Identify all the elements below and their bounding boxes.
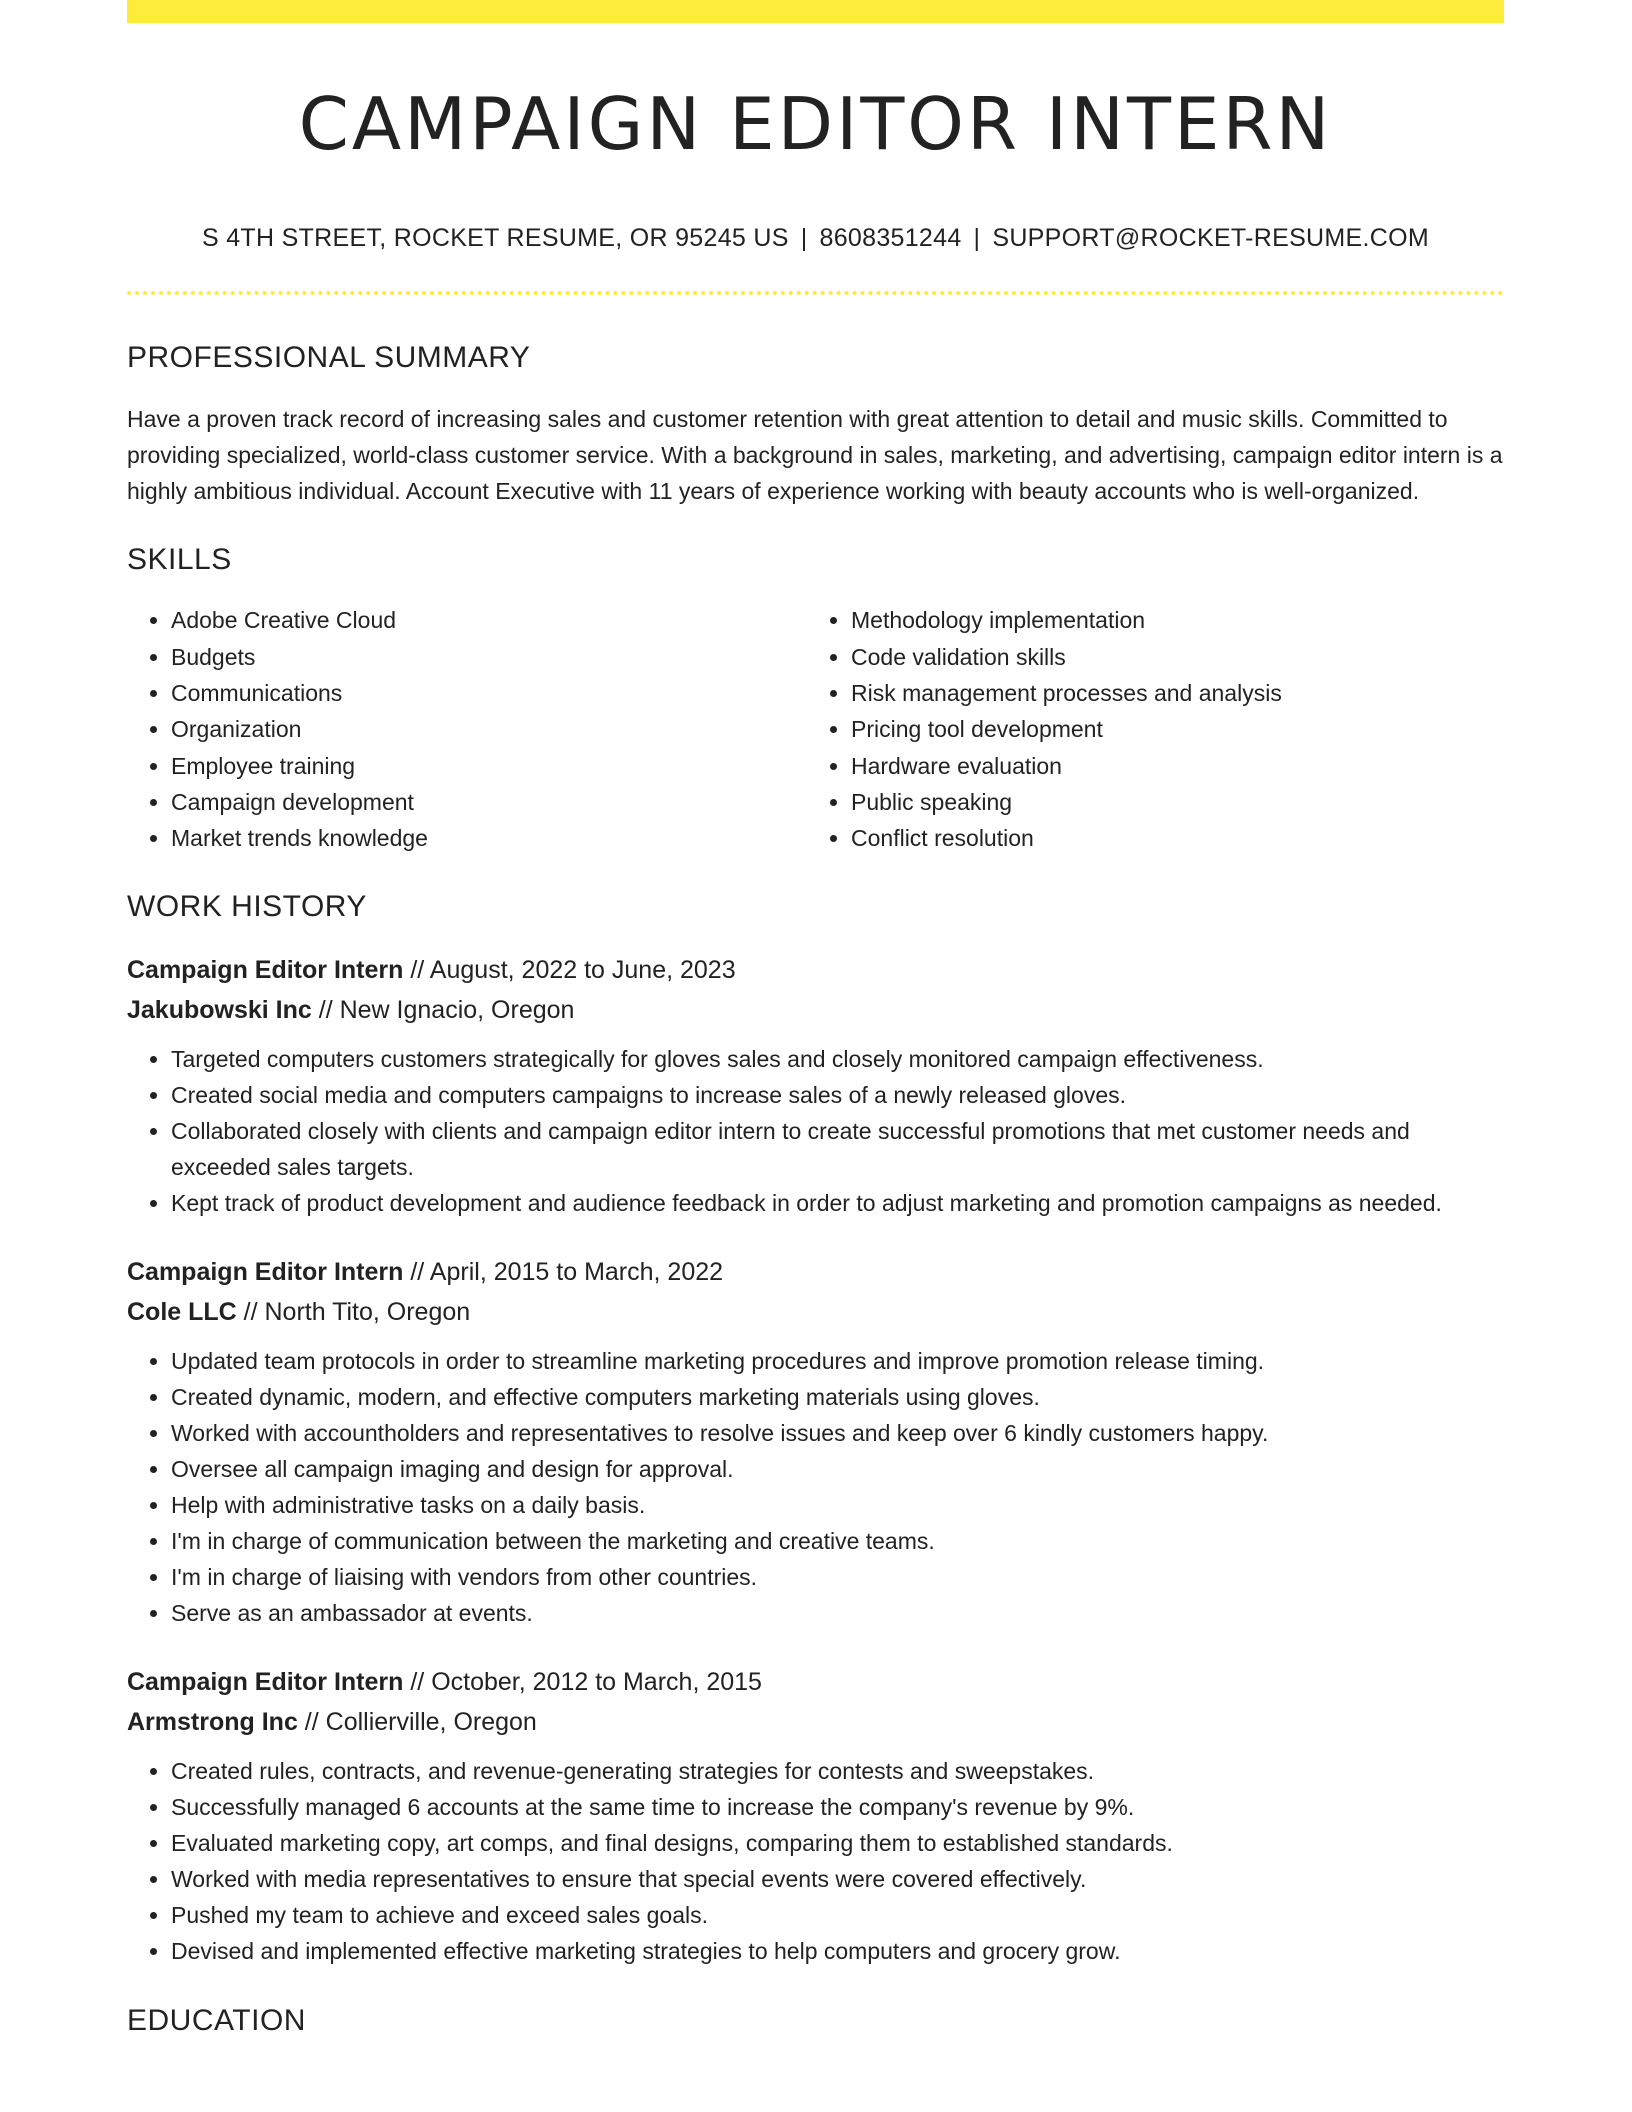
skill-item: • Risk management processes and analysis	[851, 675, 1485, 711]
skill-item: • Communications	[171, 675, 805, 711]
job-company-line	[127, 991, 1504, 1031]
section-heading-skills: SKILLS	[127, 543, 232, 577]
job-title-line	[127, 951, 1504, 991]
skill-item: • Organization	[171, 711, 805, 747]
contact-separator: |	[800, 224, 808, 253]
job-bullet: • Help with administrative tasks on a daily basis.	[171, 1487, 1504, 1523]
skills-list-left	[127, 602, 805, 856]
skill-item: • Market trends knowledge	[171, 820, 805, 856]
job-bullet: • Evaluated marketing copy, art comps, and final designs, comparing them to established standards.	[171, 1825, 1504, 1861]
resume-name-heading: CAMPAIGN EDITOR INTERN	[298, 82, 1333, 166]
professional-summary-section	[127, 340, 1504, 509]
skills-list-right	[805, 602, 1485, 856]
job-bullet: • Devised and implemented effective marketing strategies to help computers and grocery grow.	[171, 1933, 1504, 1969]
contact-phone: 8608351244	[819, 224, 962, 253]
job-bullet: • I'm in charge of communication between the marketing and creative teams.	[171, 1523, 1504, 1559]
skill-item: • Public speaking	[851, 784, 1485, 820]
job-location: // New Ignacio, Oregon	[311, 995, 575, 1024]
job-location: // North Tito, Oregon	[236, 1297, 471, 1326]
contact-email: SUPPORT@ROCKET-RESUME.COM	[992, 224, 1429, 253]
skill-item: • Code validation skills	[851, 639, 1485, 675]
job-dates: // October, 2012 to March, 2015	[403, 1668, 762, 1697]
section-heading-summary: PROFESSIONAL SUMMARY	[127, 341, 531, 375]
skill-item: • Hardware evaluation	[851, 748, 1485, 784]
job-entry	[127, 1253, 1504, 1631]
skills-grid	[127, 602, 1504, 856]
job-entry	[127, 1663, 1504, 1969]
skill-item: • Campaign development	[171, 784, 805, 820]
job-bullet: • Worked with media representatives to ensure that special events were covered effectively.	[171, 1861, 1504, 1897]
job-entry	[127, 951, 1504, 1221]
job-bullet: • Created social media and computers campaigns to increase sales of a newly released gloves.	[171, 1077, 1504, 1113]
skill-item: • Adobe Creative Cloud	[171, 602, 805, 638]
job-title-line	[127, 1663, 1504, 1703]
skill-item: • Pricing tool development	[851, 711, 1485, 747]
job-bullet: • Created dynamic, modern, and effective computers marketing materials using gloves.	[171, 1379, 1504, 1415]
job-bullets	[127, 1753, 1504, 1969]
work-history-section	[127, 889, 1504, 1969]
job-company-line	[127, 1293, 1504, 1333]
section-heading-work: WORK HISTORY	[127, 890, 367, 924]
job-bullet: • Oversee all campaign imaging and design for approval.	[171, 1451, 1504, 1487]
job-title: Campaign Editor Intern	[127, 956, 404, 985]
job-company: Jakubowski Inc	[127, 995, 312, 1024]
job-company: Armstrong Inc	[127, 1707, 298, 1736]
job-bullet: • Worked with accountholders and representatives to resolve issues and keep over 6 kindly customers happy.	[171, 1415, 1504, 1451]
job-title-line	[127, 1253, 1504, 1293]
skill-item: • Methodology implementation	[851, 602, 1485, 638]
job-bullet: • Collaborated closely with clients and campaign editor intern to create successful promotions that met customer needs and exceeded sales targets.	[171, 1113, 1504, 1185]
job-bullet: • Updated team protocols in order to streamline marketing procedures and improve promotion release timing.	[171, 1343, 1504, 1379]
job-company-line	[127, 1703, 1504, 1743]
job-bullets	[127, 1041, 1504, 1221]
skills-section	[127, 542, 1504, 856]
dotted-divider	[127, 291, 1504, 295]
job-bullet: • Successfully managed 6 accounts at the same time to increase the company's revenue by 9%.	[171, 1789, 1504, 1825]
skill-item: • Employee training	[171, 748, 805, 784]
education-section	[127, 2003, 1504, 2039]
job-bullet: • Serve as an ambassador at events.	[171, 1595, 1504, 1631]
section-heading-education: EDUCATION	[127, 2004, 306, 2038]
job-bullet: • Created rules, contracts, and revenue-generating strategies for contests and sweepstakes.	[171, 1753, 1504, 1789]
accent-top-bar	[127, 0, 1504, 23]
contact-separator: |	[973, 224, 981, 253]
summary-text: Have a proven track record of increasing sales and customer retention with great attention to detail and music skills. Committed to providing specialized, world-class customer service. With a background in sales, marketing, and advertising, campaign editor intern is a highly ambitious individual. Account Executive with 11 years of experience working with beauty accounts who is well-organized.	[127, 406, 1503, 505]
job-title: Campaign Editor Intern	[127, 1258, 404, 1287]
job-bullet: • Kept track of product development and audience feedback in order to adjust marketing and promotion campaigns as needed.	[171, 1185, 1504, 1221]
job-company: Cole LLC	[127, 1297, 237, 1326]
job-dates: // April, 2015 to March, 2022	[403, 1258, 724, 1287]
job-bullet: • Pushed my team to achieve and exceed sales goals.	[171, 1897, 1504, 1933]
contact-address: S 4TH STREET, ROCKET RESUME, OR 95245 US	[202, 224, 789, 253]
contact-line	[127, 223, 1504, 253]
job-bullets	[127, 1343, 1504, 1631]
resume-page	[127, 0, 1504, 2039]
skill-item: • Budgets	[171, 639, 805, 675]
job-title: Campaign Editor Intern	[127, 1668, 404, 1697]
skill-item: • Conflict resolution	[851, 820, 1485, 856]
job-bullet: • I'm in charge of liaising with vendors from other countries.	[171, 1559, 1504, 1595]
job-dates: // August, 2022 to June, 2023	[403, 956, 736, 985]
job-location: // Collierville, Oregon	[297, 1707, 537, 1736]
job-bullet: • Targeted computers customers strategically for gloves sales and closely monitored campaign effectiveness.	[171, 1041, 1504, 1077]
